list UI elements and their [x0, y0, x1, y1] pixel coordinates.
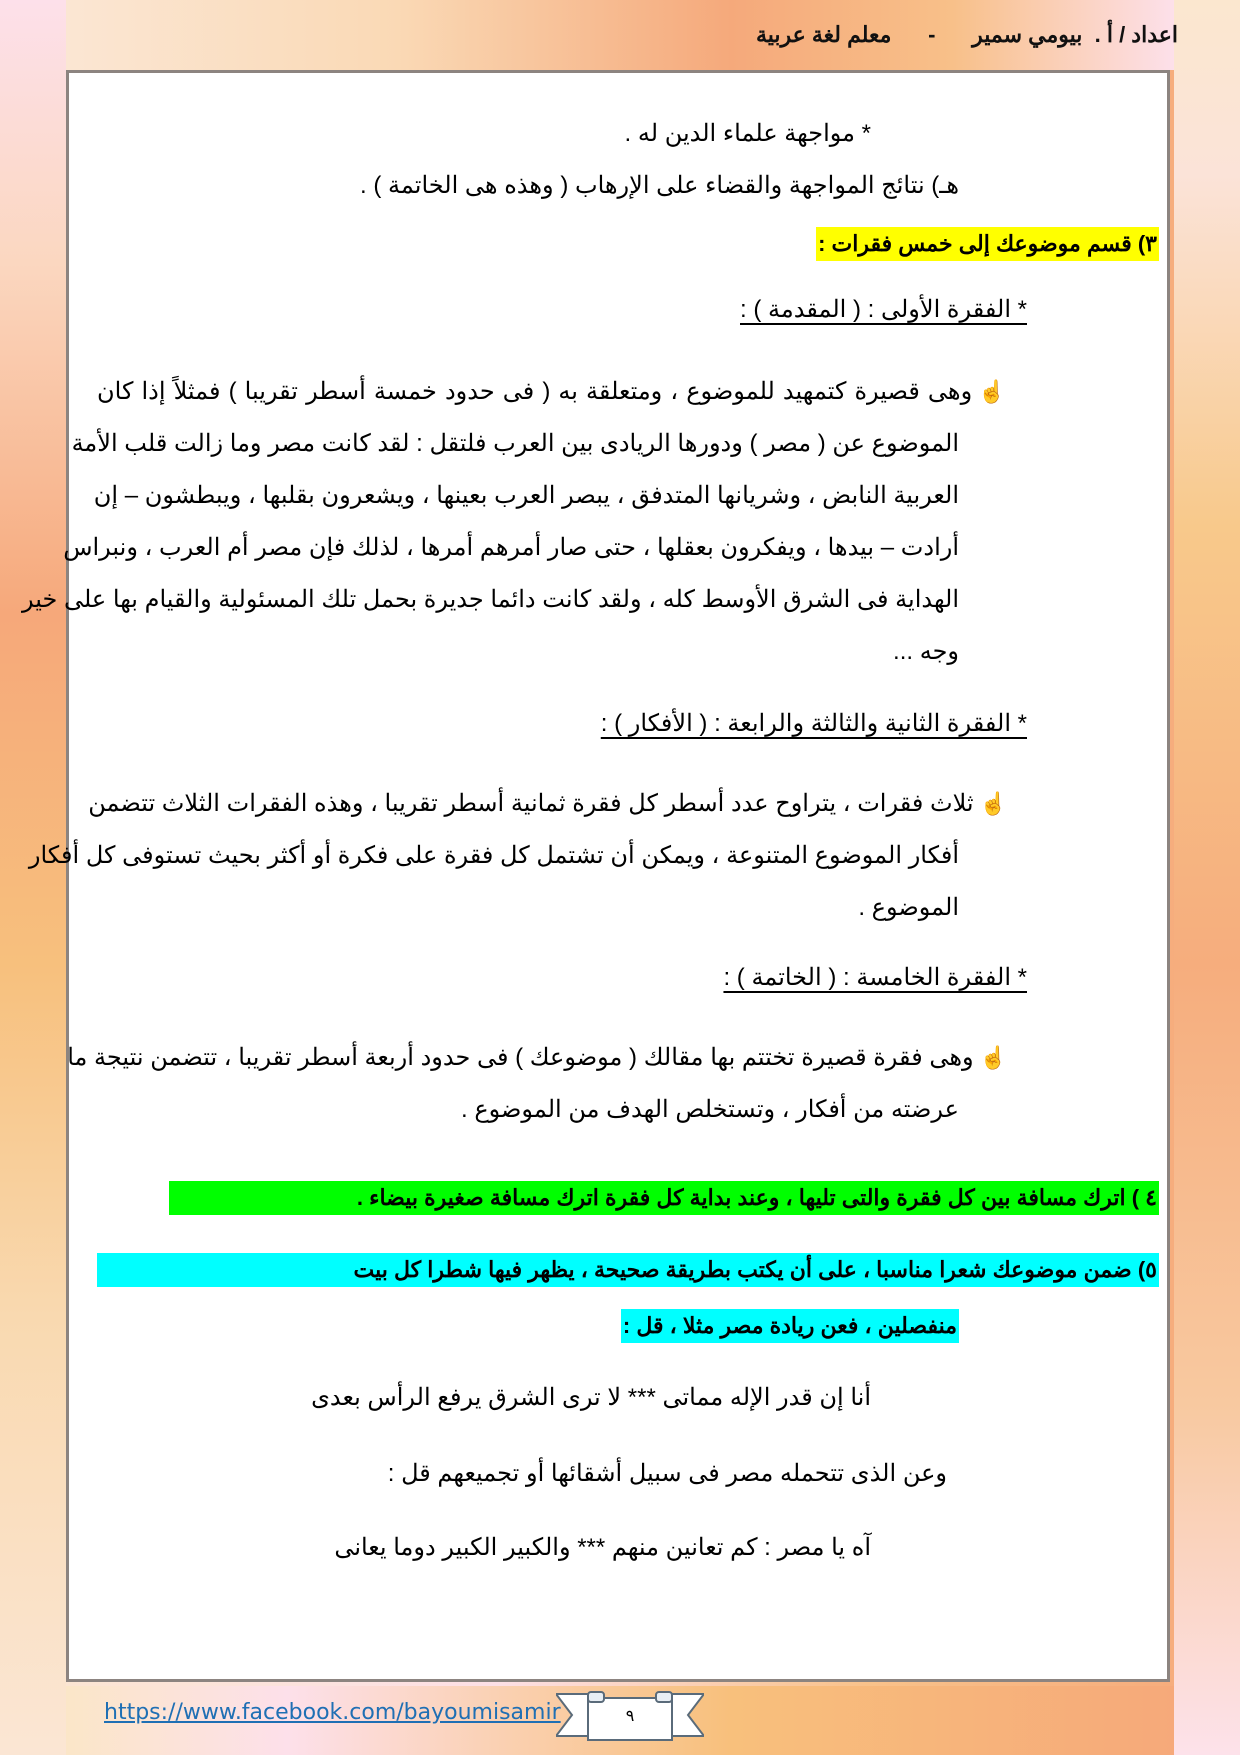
hand-pointing-icon: ☝ — [979, 791, 1007, 816]
verse-1: أنا إن قدر الإله مماتى *** لا ترى الشرق يرفع الرأس بعدى — [311, 1384, 871, 1411]
para1-line-1: ☝وهى قصيرة كتمهيد للموضوع ، ومتعلقة به ( فى حدود خمسة أسطر تقريبا ) فمثلاً إذا كان — [97, 378, 1007, 405]
section3-heading: ٣) قسم موضوعك إلى خمس فقرات : — [816, 227, 1159, 261]
page-background-right — [1174, 0, 1240, 1755]
para1-line-4: أرادت – بيدها ، ويفكرون بعقلها ، حتى صار أمرهم أمرها ، لذلك فإن مصر أم العرب ، ونبراس — [63, 534, 959, 561]
para5-title: * الفقرة الخامسة : ( الخاتمة ) : — [723, 964, 1027, 991]
para234-line-1: ☝ثلاث فقرات ، يتراوح عدد أسطر كل فقرة ثمانية أسطر تقريبا ، وهذه الفقرات الثلاث تتضمن — [88, 790, 1007, 817]
para234-title: * الفقرة الثانية والثالثة والرابعة : ( الأفكار ) : — [600, 710, 1027, 737]
page-background-left — [0, 0, 66, 1755]
document-body — [21, 73, 1167, 1679]
section4-heading: ٤ ) اترك مسافة بين كل فقرة والتى تليها ، وعند بداية كل فقرة اترك مسافة صغيرة بيضاء . — [169, 1181, 1159, 1215]
facebook-link[interactable]: https://www.facebook.com/bayoumisamir — [104, 1700, 561, 1725]
section5-heading-line-2: منفصلين ، فعن ريادة مصر مثلا ، قل : — [621, 1309, 959, 1343]
para5-line-1: ☝وهى فقرة قصيرة تختتم بها مقالك ( موضوعك ) فى حدود أربعة أسطر تقريبا ، تتضمن نتيجة ما — [67, 1044, 1007, 1071]
para1-line-5: الهداية فى الشرق الأوسط كله ، ولقد كانت دائما جديرة بحمل تلك المسئولية والقيام بها على خير — [21, 586, 959, 613]
page-number: ٩ — [625, 1708, 635, 1725]
hand-pointing-icon: ☝ — [978, 379, 1007, 404]
content-frame — [21, 70, 1170, 1682]
verse-2: آه يا مصر : كم تعانين منهم *** والكبير الكبير دوما يعانى — [334, 1534, 871, 1561]
intro-line-2: هـ) نتائج المواجهة والقضاء على الإرهاب ( وهذه هى الخاتمة ) . — [360, 172, 959, 199]
para1-line-3: العربية النابض ، وشريانها المتدفق ، يبصر العرب بعينها ، ويشعرون بقلبها ، ويبطشون – إن — [93, 482, 959, 509]
section5-heading-line-1: ٥) ضمن موضوعك شعرا مناسبا ، على أن يكتب بطريقة صحيحة ، يظهر فيها شطرا كل بيت — [97, 1253, 1159, 1287]
para5-line-2: عرضته من أفكار ، وتستخلص الهدف من الموضوع . — [461, 1096, 959, 1123]
prose-line: وعن الذى تتحمله مصر فى سبيل أشقائها أو تجميعهم قل : — [387, 1460, 947, 1487]
para1-line-6: وجه ... — [893, 638, 959, 665]
para1-line-2: الموضوع عن ( مصر ) ودورها الريادى بين العرب فلتقل : لقد كانت مصر وما زالت قلب الأمة — [71, 430, 959, 457]
para1-title: * الفقرة الأولى : ( المقدمة ) : — [740, 296, 1027, 323]
para234-line-2: أفكار الموضوع المتنوعة ، ويمكن أن تشتمل كل فقرة على فكرة أو أكثر بحيث تستوفى كل أفكار — [28, 842, 959, 869]
para234-line-3: الموضوع . — [858, 894, 959, 921]
intro-line-1: * مواجهة علماء الدين له . — [624, 120, 871, 147]
author-header: اعداد / أ . بيومي سمير - معلم لغة عربية — [755, 22, 1178, 47]
hand-pointing-icon: ☝ — [979, 1045, 1007, 1070]
